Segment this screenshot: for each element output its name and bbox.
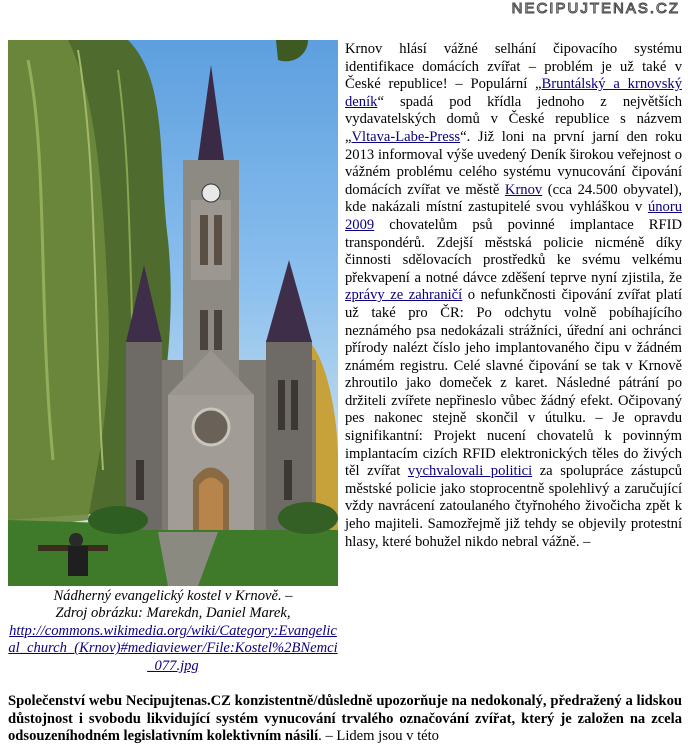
article-text: za spolupráce zástupců městské policie jako stoprocentně spolehlivý a zaručující vždy navrácení zatoulaného čtyřnohého živočicha zpět k jeho majiteli. Samozřejmě již tehdy se objevily protestní hlasy, které bohužel nikdo nebral vážně. – — [345, 463, 682, 550]
church-photo — [8, 40, 338, 586]
caption-source-link[interactable]: http://commons.wikimedia.org/wiki/Category:Evangelical_church_(Krnov)#mediaviewer/File:Kostel%2BNemci_077.jpg — [8, 622, 338, 674]
link-zpravy-ze-zahranici[interactable]: zprávy ze zahraničí — [345, 287, 463, 304]
article-text: “ spadá pod křídla jednoho z největších vydavatelských domů v České republice s názvem „ — [345, 93, 682, 145]
article-text: Krnov hlásí vážné selhání čipovacího systému identifikace domácích zvířat – problém je už také v České republice! – Populární „ — [345, 41, 682, 93]
site-name[interactable]: NECIPUJTENAS.CZ — [511, 0, 680, 17]
article-tail — [8, 693, 682, 746]
article-text: o nefunkčnosti čipování zvířat platí už také pro ČR: Po odchytu volně pobíhajícího neznámého psa nedokázali strážníci, úřední ani ochránci přírody nalézt číslo jeho implantovaného čipu v žádném známém registru. Celé slavné čipování se tak v Krnově zhroutilo jako domeček z karet. Následné pátrání po držiteli zvířete nepřineslo vůbec žádný efekt. Očipovaný pes nakonec stejně skončil v útulku. – Je opravdu signifikantní: Projekt nucení chovatelů k povinným implantacím cizích RFID elektronických těles do živých těl zvířat — [345, 287, 682, 480]
link-vltava-labe-press[interactable]: Vltava-Labe-Press — [351, 128, 461, 145]
link-vychvalovali-politici[interactable]: vychvalovali politici — [407, 463, 533, 480]
article-body — [345, 41, 682, 551]
article-text: chovatelům psů povinné implantace RFID transpondérů. Zdejší městská policie nicméně díky činnosti sdělovacích prostředků ke svému velkému překvapení a notné dávce zděšení teprve nyní zjistila, že — [345, 216, 682, 286]
bold-statement: Společenství webu Necipujtenas.CZ konzistentně/důsledně upozorňuje na nedokonalý, předražený a lidskou důstojnost i svobodu likvidující systém vynucování trvalého označování zvířat, který je založen na zcela odsouzeníhodném legislativním kolektivním násilí — [8, 693, 682, 745]
article-text: “. Již loni na první jarní den roku 2013 informoval výše uvedený Deník širokou veřejnost o vážném problému celého systému vynucování čipování domácích zvířat ve městě — [345, 128, 682, 198]
article-text: . – Lidem jsou v této — [318, 728, 439, 745]
link-bruntalsky-denik[interactable]: Bruntálský a krnovský deník — [345, 76, 682, 110]
article-text: (cca 24.500 obyvatel), kde nakázali místní zastupitelé svou vyhláškou v — [345, 181, 682, 216]
link-krnov[interactable]: Krnov — [504, 181, 543, 198]
article-figure — [8, 40, 338, 675]
link-unor-2009[interactable]: únoru 2009 — [345, 199, 682, 233]
caption-line-1: Nádherný evangelický kostel v Krnově. – — [53, 588, 293, 604]
caption-line-2: Zdroj obrázku: Marekdn, Daniel Marek, — [55, 605, 291, 622]
figure-caption — [8, 588, 338, 675]
